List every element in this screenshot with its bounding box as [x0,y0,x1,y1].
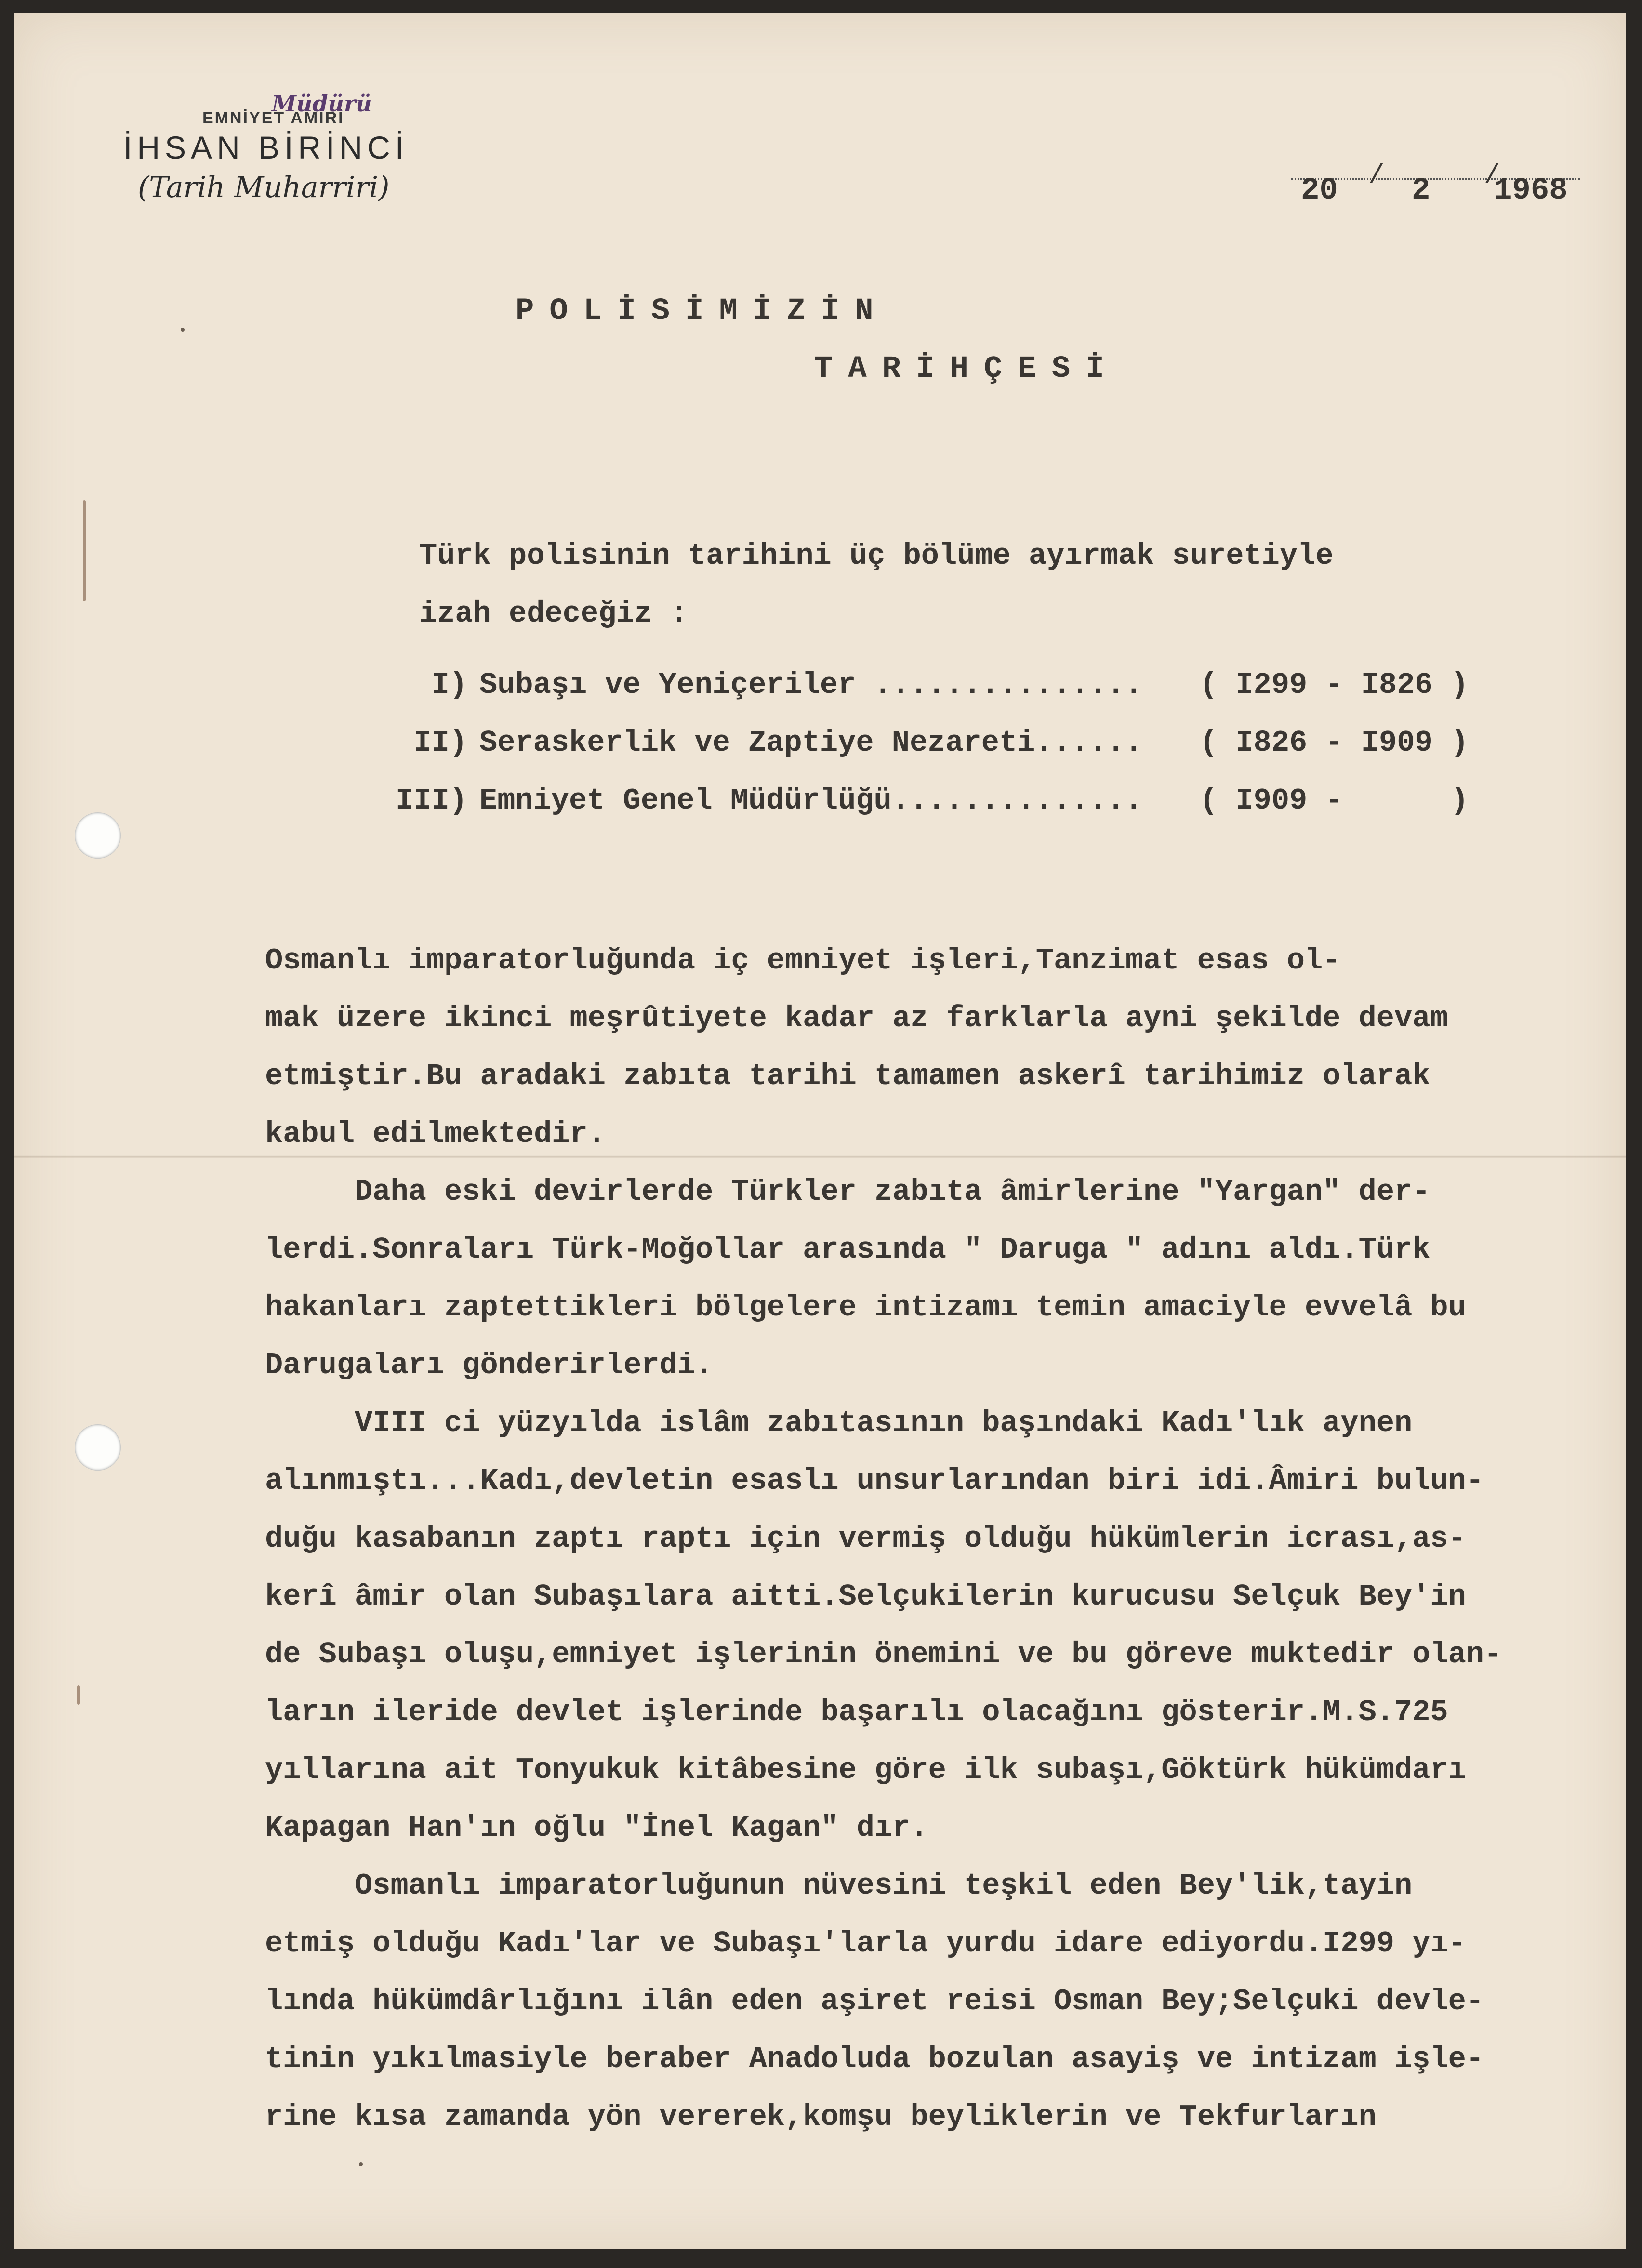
body-line: Daha eski devirlerde Türkler zabıta âmirlerine "Yargan" der- [265,1175,1430,1209]
body-line: ların ileride devlet işlerinde başarılı olacağını gösterir.M.S.725 [265,1695,1448,1729]
title-line-2: TARİHÇESİ [814,352,1120,386]
letterhead-institution: EMNİYET AMİRİ [202,109,344,127]
paper-speck [359,2162,363,2166]
body-line: VIII ci yüzyılda islâm zabıtasının başındaki Kadı'lık aynen [265,1406,1413,1440]
body-line: etmiştir.Bu aradaki zabıta tarihi tamamen askerî tarihimiz olarak [265,1059,1430,1093]
date-year: 1968 [1494,173,1568,208]
punch-hole-upper [75,812,121,859]
section-number: III) [396,783,467,818]
body-line: kabul edilmektedir. [265,1117,606,1151]
date-month: 2 [1412,173,1430,208]
body-line: Osmanlı imparatorluğunun nüvesini teşkil eden Bey'lik,tayin [265,1869,1413,1903]
body-line: alınmıştı...Kadı,devletin esaslı unsurlarından biri idi.Âmiri bulun- [265,1464,1484,1498]
body-line: de Subaşı oluşu,emniyet işlerinin önemini ve bu göreve muktedir olan- [265,1637,1502,1671]
section-text: Seraskerlik ve Zaptiye Nezareti...... [479,726,1143,760]
section-number: II) [413,726,467,760]
body-line: yıllarına ait Tonyukuk kitâbesine göre ilk subaşı,Göktürk hükümdarı [265,1753,1466,1787]
date-day: 20 [1301,173,1338,208]
letterhead-name: İHSAN BİRİNCİ [123,130,409,165]
body-line: hakanları zaptettikleri bölgelere intizamı temin amaciyle evvelâ bu [265,1290,1466,1325]
letterhead-stamp: Müdürü [272,91,372,117]
date-separator: / [1484,160,1500,191]
section-text: Emniyet Genel Müdürlüğü.............. [479,783,1143,818]
body-line: etmiş olduğu Kadı'lar ve Subaşı'larla yurdu idare ediyordu.I299 yı- [265,1926,1466,1961]
section-number: I) [431,668,467,702]
punch-hole-lower [75,1424,121,1471]
paper-fold [14,1155,1626,1158]
body-line: Osmanlı imparatorluğunda iç emniyet işleri,Tanzimat esas ol- [265,943,1341,978]
letterhead-role: (Tarih Muharriri) [138,171,390,204]
title-line-1: POLİSİMİZİN [516,294,889,329]
section-period: ( I299 - I826 ) [1200,668,1469,702]
body-line: mak üzere ikinci meşrûtiyete kadar az farklarla ayni şekilde devam [265,1001,1448,1035]
body-line: lında hükümdârlığını ilân eden aşiret reisi Osman Bey;Selçuki devle- [265,1984,1484,2018]
body-line: lerdi.Sonraları Türk-Moğollar arasında " Daruga " adını aldı.Türk [265,1233,1430,1267]
section-period: ( I826 - I909 ) [1200,726,1469,760]
body-line: duğu kasabanın zaptı raptı için vermiş olduğu hükümlerin icrası,as- [265,1522,1466,1556]
body-line: tinin yıkılmasiyle beraber Anadoluda bozulan asayiş ve intizam işle- [265,2042,1484,2076]
body-line: kerî âmir olan Subaşılara aitti.Selçukilerin kurucusu Selçuk Bey'in [265,1579,1466,1614]
body-line: Kapagan Han'ın oğlu "İnel Kagan" dır. [265,1811,928,1845]
section-period: ( I909 - ) [1200,783,1469,818]
body-line: rine kısa zamanda yön vererek,komşu beyliklerin ve Tekfurların [265,2100,1377,2134]
section-text: Subaşı ve Yeniçeriler ............... [479,668,1143,702]
margin-mark [83,500,86,601]
document-date [1291,160,1580,208]
intro-line-2: izah edeceğiz : [419,597,689,631]
intro-line-1: Türk polisinin tarihini üç bölüme ayırmak suretiyle [419,539,1334,573]
document-page [14,13,1626,2249]
paper-speck [181,328,185,332]
body-line: Darugaları gönderirlerdi. [265,1348,714,1382]
date-separator: / [1368,160,1385,191]
margin-mark [77,1685,80,1705]
